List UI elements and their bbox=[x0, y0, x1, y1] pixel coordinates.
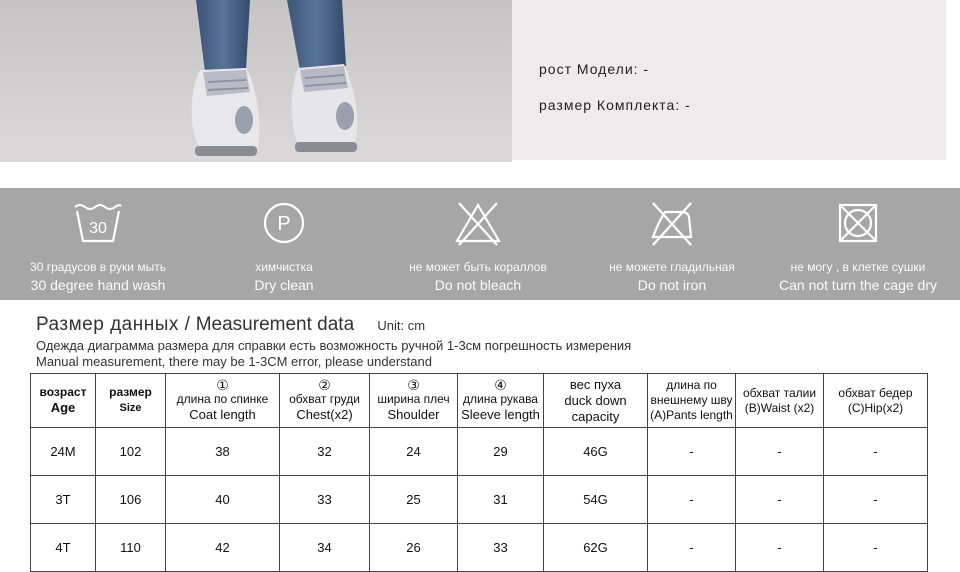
care-label-en: Do not iron bbox=[637, 277, 707, 293]
care-instructions-band bbox=[0, 188, 960, 300]
measurement-title-ru: Размер данных / bbox=[36, 314, 191, 335]
header-label-en: Coat length bbox=[189, 406, 256, 422]
cell-down-capacity: 46G bbox=[544, 428, 648, 476]
product-info-panel bbox=[512, 0, 946, 160]
dry-clean-letter: P bbox=[277, 213, 291, 235]
cell-coat-length: 40 bbox=[166, 476, 280, 524]
header-label-en: Chest(x2) bbox=[296, 406, 353, 422]
header-number: ① bbox=[216, 376, 229, 393]
header-label-ru: обхват талии bbox=[742, 385, 817, 400]
size-table bbox=[30, 373, 928, 572]
cell-shoulder: 25 bbox=[370, 476, 458, 524]
header-label-ru: вес пуха bbox=[569, 376, 622, 392]
no-tumble-dry-icon bbox=[831, 197, 885, 251]
cell-pants-length: - bbox=[648, 476, 736, 524]
header-label-en: capacity bbox=[571, 408, 620, 424]
no-iron-icon bbox=[645, 197, 699, 251]
product-photo bbox=[0, 0, 512, 162]
wash-temperature-label: 30 bbox=[89, 220, 107, 237]
cell-down-capacity: 54G bbox=[544, 476, 648, 524]
table-row bbox=[31, 476, 928, 524]
child-sneakers-image bbox=[0, 0, 512, 162]
header-hip bbox=[824, 374, 928, 428]
header-coat-length bbox=[166, 374, 280, 428]
cell-pants-length: - bbox=[648, 524, 736, 572]
cell-chest: 34 bbox=[280, 524, 370, 572]
no-bleach-icon bbox=[451, 197, 505, 251]
care-item-no-tumble-dry bbox=[760, 188, 956, 300]
cell-size: 102 bbox=[96, 428, 166, 476]
cell-size: 110 bbox=[96, 524, 166, 572]
cell-hip: - bbox=[824, 428, 928, 476]
cell-age: 3T bbox=[31, 476, 96, 524]
cell-age: 4T bbox=[31, 524, 96, 572]
header-label-en: Sleeve length bbox=[461, 406, 540, 422]
header-label-en: Age bbox=[50, 400, 76, 415]
cell-sleeve-length: 29 bbox=[458, 428, 544, 476]
cell-coat-length: 38 bbox=[166, 428, 280, 476]
header-number: ② bbox=[318, 376, 331, 393]
header-sleeve-length bbox=[458, 374, 544, 428]
wash-30-icon bbox=[71, 197, 125, 251]
header-label-en: (C)Hip(x2) bbox=[847, 400, 904, 415]
cell-shoulder: 26 bbox=[370, 524, 458, 572]
care-label-en: Can not turn the cage dry bbox=[779, 277, 937, 293]
header-chest bbox=[280, 374, 370, 428]
cell-hip: - bbox=[824, 524, 928, 572]
care-label-ru: 30 градусов в руки мыть bbox=[30, 260, 166, 274]
header-label-ru: длина по спинке bbox=[176, 391, 269, 406]
header-label-ru2: внешнему шву bbox=[650, 393, 733, 407]
header-label-en: Shoulder bbox=[387, 406, 440, 422]
header-pants-length bbox=[648, 374, 736, 428]
dry-clean-icon bbox=[257, 197, 311, 251]
measurement-note-ru: Одежда диаграмма размера для справки есть возможность ручной 1-3см погрешность измерения bbox=[36, 338, 632, 353]
table-header-row bbox=[31, 374, 928, 428]
measurement-title bbox=[36, 314, 425, 336]
table-row bbox=[31, 524, 928, 572]
header-shoulder bbox=[370, 374, 458, 428]
cell-waist: - bbox=[736, 428, 824, 476]
set-size-text: размер Комплекта: - bbox=[539, 97, 691, 113]
header-label-en: (A)Pants length bbox=[650, 408, 733, 422]
care-label-ru: не может быть кораллов bbox=[409, 260, 547, 274]
care-item-dry-clean bbox=[196, 188, 372, 300]
header-label-ru: ширина плеч bbox=[377, 391, 450, 406]
header-age bbox=[31, 374, 96, 428]
care-label-ru: не можете гладильная bbox=[609, 260, 735, 274]
care-label-en: 30 degree hand wash bbox=[30, 277, 166, 293]
cell-shoulder: 24 bbox=[370, 428, 458, 476]
cell-waist: - bbox=[736, 476, 824, 524]
header-number: ③ bbox=[407, 376, 420, 393]
cell-sleeve-length: 33 bbox=[458, 524, 544, 572]
header-label-ru: длина по bbox=[666, 378, 717, 392]
care-label-en: Dry clean bbox=[254, 277, 314, 293]
care-item-no-bleach bbox=[372, 188, 584, 300]
header-number: ④ bbox=[494, 376, 507, 393]
care-item-hand-wash bbox=[0, 188, 196, 300]
header-label-en: (B)Waist (x2) bbox=[744, 400, 815, 415]
care-label-en: Do not bleach bbox=[434, 277, 522, 293]
measurement-unit: Unit: cm bbox=[377, 318, 426, 333]
header-label-en: Size bbox=[119, 402, 142, 414]
table-row bbox=[31, 428, 928, 476]
header-down-capacity bbox=[544, 374, 648, 428]
measurement-note-en: Manual measurement, there may be 1-3CM error, please understand bbox=[36, 354, 432, 369]
care-label-ru: не могу , в клетке сушки bbox=[790, 260, 926, 274]
care-label-ru: химчистка bbox=[255, 260, 313, 274]
cell-age: 24M bbox=[31, 428, 96, 476]
cell-down-capacity: 62G bbox=[544, 524, 648, 572]
cell-sleeve-length: 31 bbox=[458, 476, 544, 524]
model-height-text: рост Модели: - bbox=[539, 61, 650, 77]
cell-chest: 32 bbox=[280, 428, 370, 476]
header-label-ru: обхват груди bbox=[289, 391, 360, 406]
header-label-ru: обхват бедер bbox=[838, 385, 913, 400]
cell-coat-length: 42 bbox=[166, 524, 280, 572]
cell-size: 106 bbox=[96, 476, 166, 524]
measurement-title-en: Measurement data bbox=[195, 314, 355, 335]
cell-hip: - bbox=[824, 476, 928, 524]
cell-waist: - bbox=[736, 524, 824, 572]
header-label-ru: возраст bbox=[39, 385, 87, 399]
header-size bbox=[96, 374, 166, 428]
care-item-no-iron bbox=[584, 188, 760, 300]
header-label-ru2: duck down bbox=[564, 392, 627, 408]
header-label-ru: размер bbox=[109, 385, 152, 399]
header-label-ru: длина рукава bbox=[463, 391, 538, 406]
cell-chest: 33 bbox=[280, 476, 370, 524]
header-waist bbox=[736, 374, 824, 428]
cell-pants-length: - bbox=[648, 428, 736, 476]
